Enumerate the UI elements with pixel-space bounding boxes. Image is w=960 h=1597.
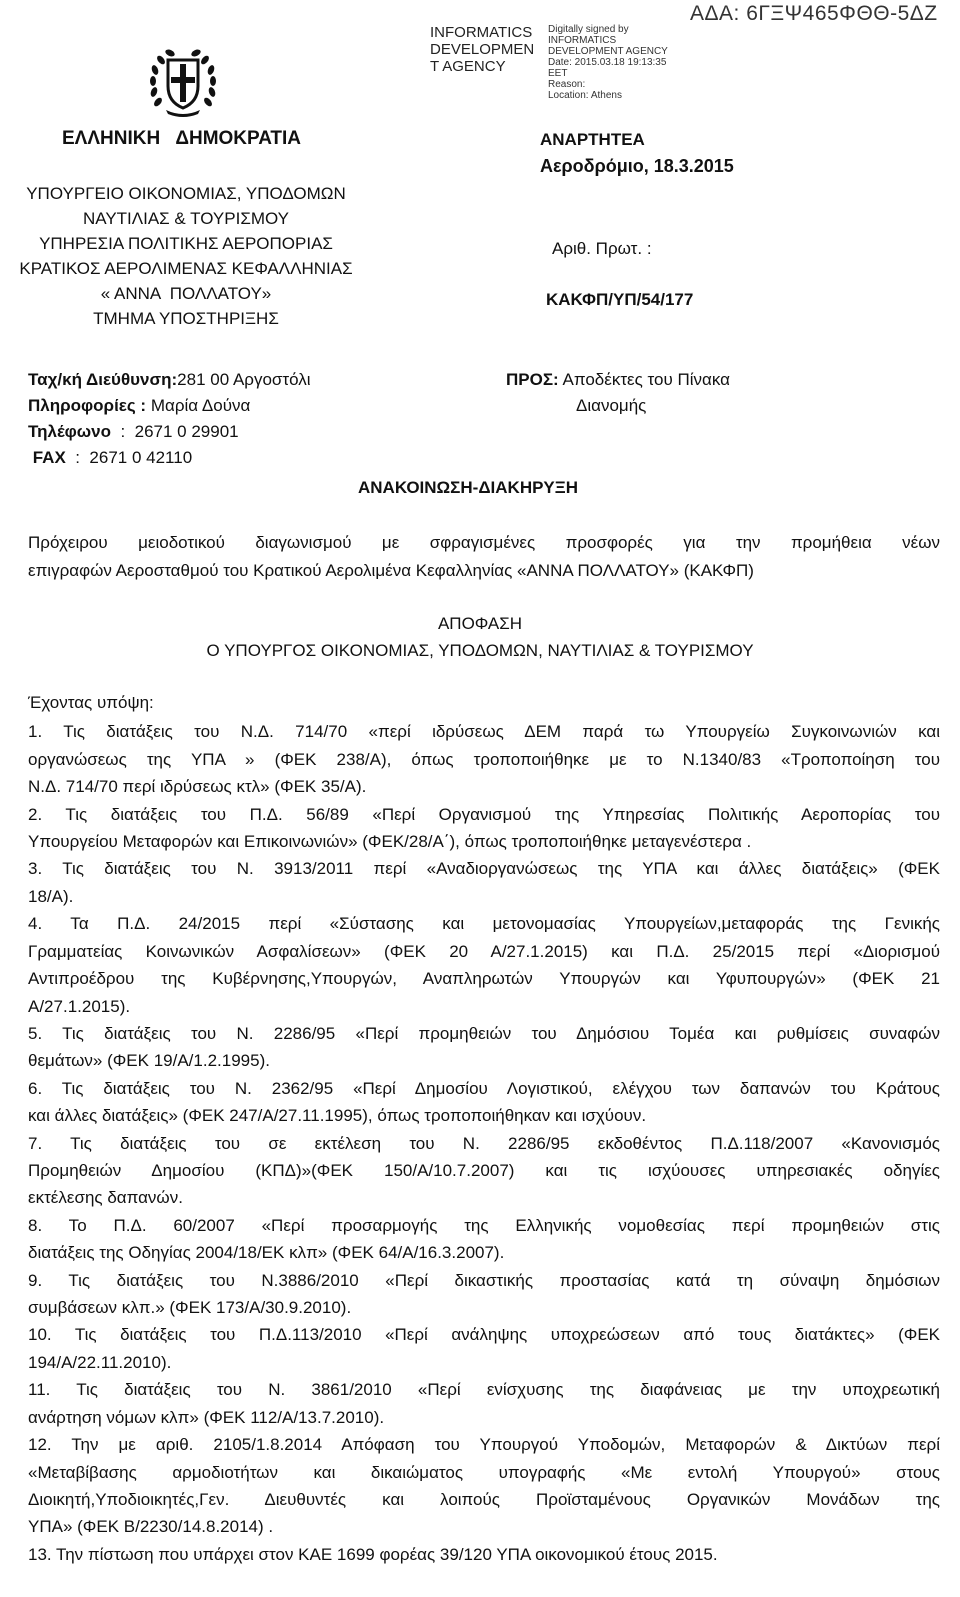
authority-line: « ΑΝΝΑ ΠΟΛΛΑΤΟΥ» bbox=[100, 284, 272, 303]
body-line: «Μεταβίβασης αρμοδιοτήτων και δικαιώματος υπογραφής «Με εντολή Υπουργού» στους bbox=[28, 1463, 940, 1482]
body-line: Γραμματείας Κοινωνικών Ασφαλίσεων» (ΦΕΚ 20 Α/27.1.2015) και Π.Δ. 25/2015 περί «Διορισμού bbox=[28, 942, 940, 961]
body-line: 8. Το Π.Δ. 60/2007 «Περί προσαρμογής της Ελληνικής νομοθεσίας περί προμηθειών στις bbox=[28, 1216, 940, 1235]
recipients-label: ΠΡΟΣ: bbox=[506, 370, 559, 389]
posting-label: ΑΝΑΡΤΗΤΕΑ bbox=[540, 130, 645, 149]
fax-label: FAX bbox=[28, 448, 66, 467]
signature-detail-line: Date: 2015.03.18 19:13:35 bbox=[548, 57, 667, 68]
signature-org-line: T AGENCY bbox=[430, 58, 506, 75]
body-line: Αντιπροέδρου της Κυβέρνησης,Υπουργών, Αναπληρωτών Υπουργών και Υφυπουργών» (ΦΕΚ 21 bbox=[28, 969, 940, 988]
authority-line: ΚΡΑΤΙΚΟΣ ΑΕΡΟΛΙΜΕΝΑΣ ΚΕΦΑΛΛΗΝΙΑΣ bbox=[19, 259, 353, 278]
body-line: 7. Τις διατάξεις του σε εκτέλεση του Ν. 2286/95 εκδοθέντος Π.Δ.118/2007 «Κανονισμός bbox=[28, 1134, 940, 1153]
body-line: Προμηθειών Δημοσίου (ΚΠΔ)»(ΦΕΚ 150/Α/10.7.2007) και τις ισχύουσες υπηρεσιακές οδηγίες bbox=[28, 1161, 940, 1180]
address-value: 281 00 Αργοστόλι bbox=[177, 370, 311, 389]
authority-line: ΤΜΗΜΑ ΥΠΟΣΤΗΡΙΞΗΣ bbox=[93, 309, 279, 328]
decision-subtitle: Ο ΥΠΟΥΡΓΟΣ ΟΙΚΟΝΟΜΙΑΣ, ΥΠΟΔΟΜΩΝ, ΝΑΥΤΙΛΙΑΣ & ΤΟΥΡΙΣΜΟΥ bbox=[206, 641, 754, 660]
body-line: θεμάτων» (ΦΕΚ 19/Α/1.2.1995). bbox=[28, 1051, 270, 1070]
body-line: Διοικητή,Υποδιοικητές,Γεν. Διευθυντές και λοιπούς Προϊσταμένους Οργανικών Μονάδων της bbox=[28, 1490, 940, 1509]
ada-identifier: ΑΔΑ: 6ΓΞΨ465ΦΘΘ-5ΔΖ bbox=[690, 2, 938, 25]
signature-detail-line: EET bbox=[548, 68, 568, 79]
phone-value: : 2671 0 29901 bbox=[111, 422, 239, 441]
subject-line: επιγραφών Αεροσταθμού του Κρατικού Αερολιμένα Κεφαλληνίας «ΑΝΝΑ ΠΟΛΛΑΤΟΥ» (ΚΑΚΦΠ) bbox=[28, 561, 754, 580]
recipients-line: Διανομής bbox=[576, 396, 647, 415]
considering-label: Έχοντας υπόψη: bbox=[28, 693, 154, 712]
body-line: συμβάσεων κλπ.» (ΦΕΚ 173/Α/30.9.2010). bbox=[28, 1298, 352, 1317]
body-line: 10. Τις διατάξεις του Π.Δ.113/2010 «Περί ανάληψης υποχρεώσεων από τους διατάκτες» (ΦΕΚ bbox=[28, 1325, 940, 1344]
subject-line: Πρόχειρου μειοδοτικού διαγωνισμού με σφραγισμένες προσφορές για την προμήθεια νέων bbox=[28, 533, 940, 552]
signature-detail-line: INFORMATICS bbox=[548, 35, 617, 46]
signature-org bbox=[430, 24, 548, 75]
body-line: Α/27.1.2015). bbox=[28, 997, 131, 1016]
recipients-block bbox=[506, 367, 730, 393]
signature-detail-line: Digitally signed by bbox=[548, 24, 629, 35]
body-line: 3. Τις διατάξεις του Ν. 3913/2011 περί «Αναδιοργανώσεως της ΥΠΑ και άλλες διατάξεις» (ΦΕΚ bbox=[28, 859, 940, 878]
body-line: 1. Τις διατάξεις του Ν.Δ. 714/70 «περί ιδρύσεως ΔΕΜ παρά τω Υπουργείω Συγκοινωνιών και bbox=[28, 722, 940, 741]
body-line: 12. Την με αριθ. 2105/1.8.2014 Απόφαση του Υπουργού Υποδομών, Μεταφορών & Δικτύων περί bbox=[28, 1435, 940, 1454]
authority-line: ΥΠΗΡΕΣΙΑ ΠΟΛΙΤΙΚΗΣ ΑΕΡΟΠΟΡΙΑΣ bbox=[39, 234, 333, 253]
fax-row bbox=[28, 445, 311, 471]
protocol-label: Αριθ. Πρωτ. : bbox=[552, 239, 652, 258]
greek-emblem bbox=[144, 44, 222, 120]
body-line: 2. Τις διατάξεις του Π.Δ. 56/89 «Περί Οργανισμού της Υπηρεσίας Πολιτικής Αεροπορίας του bbox=[28, 805, 940, 824]
info-value: Μαρία Δούνα bbox=[146, 396, 251, 415]
body-line: Υπουργείου Μεταφορών και Επικοινωνιών» (ΦΕΚ/28/Α΄), όπως τροποποιήθηκε μεταγενέστερα . bbox=[28, 832, 752, 851]
body-line: εκτέλεσης δαπανών. bbox=[28, 1188, 183, 1207]
body-line: 5. Τις διατάξεις του Ν. 2286/95 «Περί προμηθειών του Δημόσιου Τομέα και ρυθμίσεις συναφών bbox=[28, 1024, 940, 1043]
phone-label: Τηλέφωνο bbox=[28, 422, 111, 441]
place-date: Αεροδρόμιο, 18.3.2015 bbox=[540, 156, 734, 176]
fax-value: : 2671 0 42110 bbox=[65, 448, 193, 467]
body-line: διατάξεις της Οδηγίας 2004/18/ΕΚ κλπ» (ΦΕΚ 64/Α/16.3.2007). bbox=[28, 1243, 505, 1262]
body-line: 9. Τις διατάξεις του Ν.3886/2010 «Περί δικαστικής προστασίας κατά τη σύναψη δημόσιων bbox=[28, 1271, 940, 1290]
phone-row bbox=[28, 419, 311, 445]
signature-org-line: INFORMATICS bbox=[430, 24, 533, 41]
body-line: και άλλες διατάξεις» (ΦΕΚ 247/Α/27.11.1995), όπως τροποποιήθηκαν και ισχύουν. bbox=[28, 1106, 647, 1125]
country-heading: ΕΛΛΗΝΙΚΗ ΔΗΜΟΚΡΑΤΙΑ bbox=[62, 128, 302, 149]
notice-title: ΑΝΑΚΟΙΝΩΣΗ-ΔΙΑΚΗΡΥΞΗ bbox=[358, 478, 578, 497]
body-line: ανάρτηση νόμων κλπ» (ΦΕΚ 112/Α/13.7.2010). bbox=[28, 1408, 385, 1427]
authority-line: ΥΠΟΥΡΓΕΙΟ ΟΙΚΟΝΟΜΙΑΣ, ΥΠΟΔΟΜΩΝ bbox=[26, 184, 346, 203]
signature-details bbox=[548, 24, 678, 101]
signature-detail-line: DEVELOPMENT AGENCY bbox=[548, 46, 668, 57]
address-label: Ταχ/κή Διεύθυνση: bbox=[28, 370, 178, 389]
protocol-number: ΚΑΚΦΠ/ΥΠ/54/177 bbox=[546, 290, 694, 309]
info-label: Πληροφορίες : bbox=[28, 396, 147, 415]
body-line: 6. Τις διατάξεις του Ν. 2362/95 «Περί Δημοσίου Λογιστικού, ελέγχου των δαπανών του Κράτους bbox=[28, 1079, 940, 1098]
signature-detail-line: Location: Athens bbox=[548, 90, 622, 101]
authority-block bbox=[0, 181, 372, 331]
authority-line: ΝΑΥΤΙΛΙΑΣ & ΤΟΥΡΙΣΜΟΥ bbox=[82, 209, 290, 228]
body-line: ΥΠΑ» (ΦΕΚ Β/2230/14.8.2014) . bbox=[28, 1517, 274, 1536]
body-line: 13. Την πίστωση που υπάρχει στον ΚΑΕ 1699 φορέας 39/120 ΥΠΑ οικονομικού έτους 2015. bbox=[28, 1545, 718, 1564]
body-line: 11. Τις διατάξεις του Ν. 3861/2010 «Περί ενίσχυσης της διαφάνειας με την υποχρεωτική bbox=[28, 1380, 940, 1399]
body-line: 194/Α/22.11.2010). bbox=[28, 1353, 172, 1372]
body-line: 18/Α). bbox=[28, 887, 74, 906]
body-line: 4. Τα Π.Δ. 24/2015 περί «Σύστασης και μετονομασίας Υπουργείων,μεταφοράς της Γενικής bbox=[28, 914, 940, 933]
address-row bbox=[28, 367, 311, 393]
info-row bbox=[28, 393, 311, 419]
signature-detail-line: Reason: bbox=[548, 79, 586, 90]
decision-title: ΑΠΟΦΑΣΗ bbox=[437, 614, 523, 633]
contact-block bbox=[28, 367, 311, 471]
body-line: Ν.Δ. 714/70 περί ιδρύσεως κτλ» (ΦΕΚ 35/Α). bbox=[28, 777, 367, 796]
signature-org-line: DEVELOPMEN bbox=[430, 41, 535, 58]
recipients-line: Αποδέκτες του Πίνακα bbox=[562, 370, 730, 389]
body-line: οργανώσεως της ΥΠΑ » (ΦΕΚ 238/Α), όπως τροποποιήθηκε με το Ν.1340/83 «Τροποποίηση του bbox=[28, 750, 940, 769]
